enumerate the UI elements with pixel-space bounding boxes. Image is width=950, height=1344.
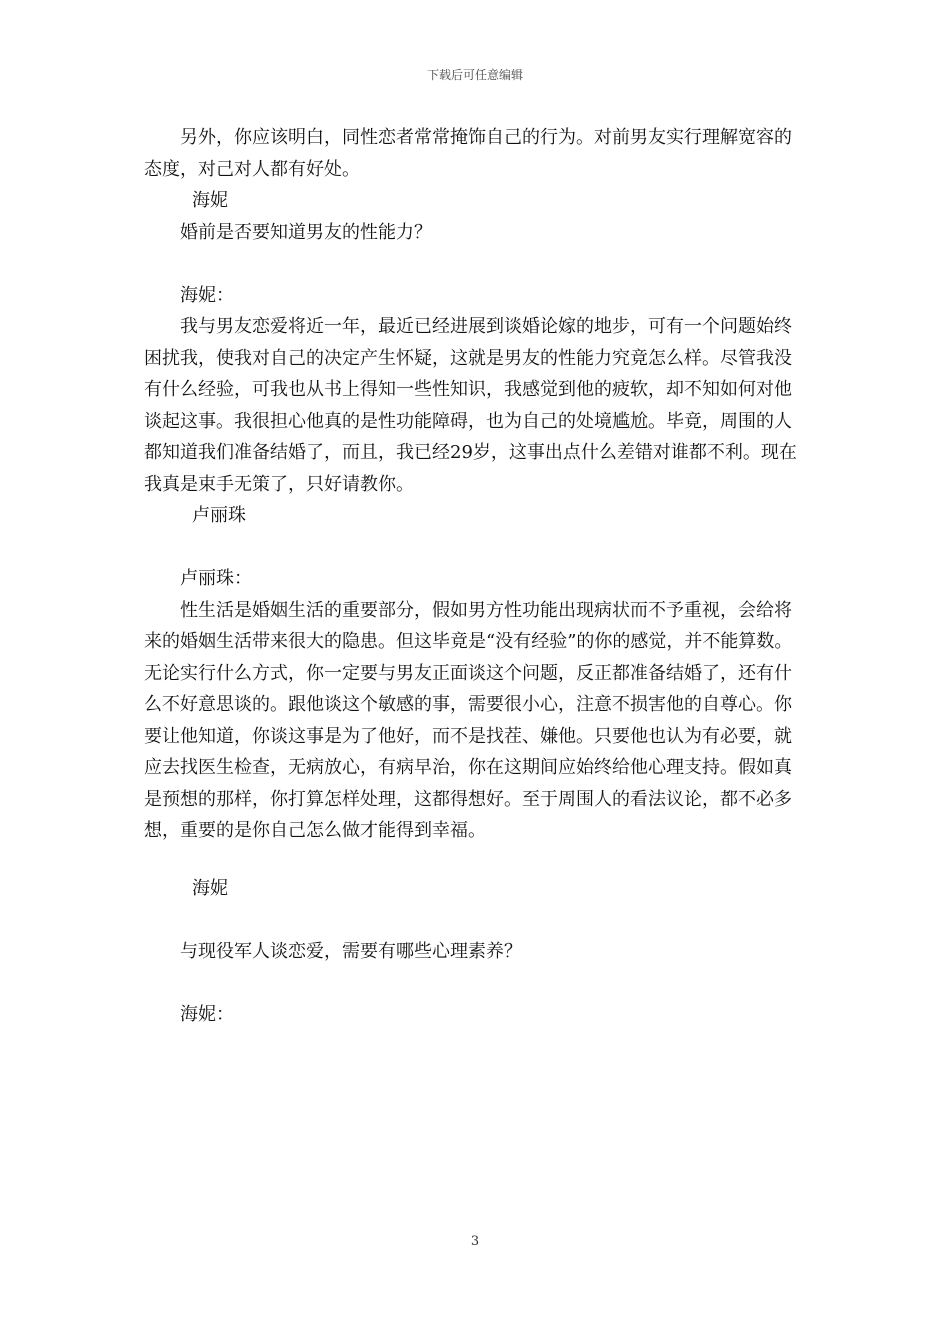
question-title: 与现役军人谈恋爱，需要有哪些心理素养？ [180, 940, 522, 962]
blank-line [144, 532, 808, 564]
paragraph: 我与男友恋爱将近一年，最近已经进展到谈婚论嫁的地步，可有一个问题始终困扰我，使我对自己的决定产生怀疑，这就是男友的性能力究竟怎么样。尽管我没有什么经验，可我也从书上得知一些性知识，我感觉到他的疲软，却不知如何对他谈起这事。我很担心他真的是性功能障碍，也为自己的处境尴尬。毕竟，周围的人都知道我们准备结婚了，而且，我已经29岁，这事出点什么差错对谁都不利。现在我真是束手无策了，只好请教你。 [144, 316, 797, 495]
paragraph: 另外，你应该明白，同性恋者常常掩饰自己的行为。对前男友实行理解宽容的态度，对己对人都有好处。 [144, 127, 792, 180]
document-body [144, 122, 808, 1030]
page-number: 3 [470, 1234, 480, 1249]
salutation: 卢丽珠： [180, 568, 252, 589]
signature: 海妮 [192, 190, 228, 211]
blank-line [144, 967, 808, 999]
blank-line [144, 248, 808, 280]
paragraph: 性生活是婚姻生活的重要部分，假如男方性功能出现病状而不予重视，会给将来的婚姻生活带来很大的隐患。但这毕竟是“没有经验”的你的感觉，并不能算数。无论实行什么方式，你一定要与男友正面谈这个问题，反正都准备结婚了，还有什么不好意思谈的。跟他谈这个敏感的事，需要很小心，注意不损害他的自尊心。你要让他知道，你谈这事是为了他好，而不是找茬、嫌他。只要他也认为有必要，就应去找医生检查，无病放心，有病早治，你在这期间应始终给他心理支持。假如真是预想的那样，你打算怎样处理，这都得想好。至于周围人的看法议论，都不必多想，重要的是你自己怎么做才能得到幸福。 [144, 599, 793, 841]
page-header: 下载后可任意编辑 [426, 68, 523, 82]
blank-line [144, 904, 808, 936]
question-title: 婚前是否要知道男友的性能力？ [180, 221, 432, 243]
salutation: 海妮： [180, 1003, 234, 1025]
blank-line [144, 847, 808, 873]
signature: 海妮 [192, 877, 228, 899]
salutation: 海妮： [180, 284, 234, 306]
signature: 卢丽珠 [192, 505, 246, 526]
